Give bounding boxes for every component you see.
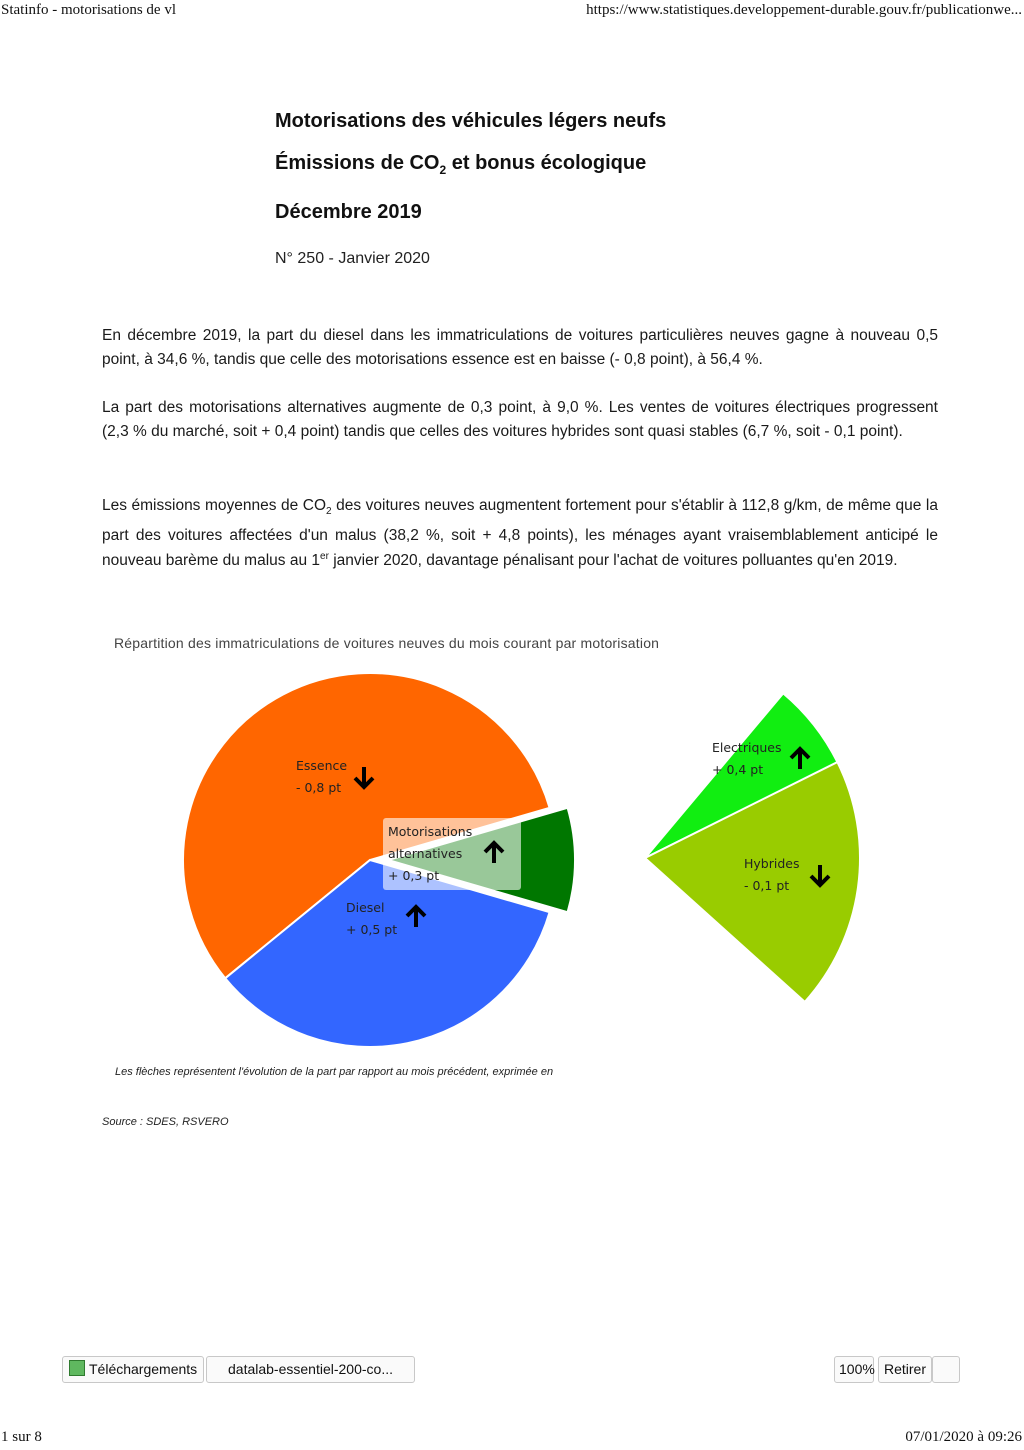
print-header [0,2,1024,22]
downloads-bar [0,1356,1024,1383]
chart-source: Source : SDES, RSVERO [102,1116,229,1128]
emissions-text-c: janvier 2020, davantage pénalisant pour l'achat de voitures polluantes qu'en 2019. [328,551,898,569]
download-icon [69,1360,85,1376]
retire-button[interactable]: Retirer [878,1356,932,1383]
label-diesel: Diesel [346,900,385,915]
label-motorisations-alternatives-change: + 0,3 pt [388,868,440,883]
label-motorisations-alternatives-line1: Motorisations [388,824,473,839]
document-period: Décembre 2019 [275,201,422,223]
print-header-url: https://www.statistiques.developpement-durable.gouv.fr/publicationwe... [586,2,1022,18]
chart-note: Les flèches représentent l'évolution de la part par rapport au mois précédent, exprimée en [115,1066,554,1078]
print-timestamp: 07/01/2020 à 09:26 [905,1429,1022,1445]
label-electriques-change: + 0,4 pt [712,762,764,777]
label-electriques: Electriques [712,740,782,755]
close-downloads-button[interactable] [932,1356,960,1383]
emissions-text-b: des voitures neuves augmentent fortement pour s'établir à 112,8 g/km, de même que la part des voitures affectées d'un malus (38,2 %, soit + 4,8 points), les ménages ayant vraisemblablement anticipé le nouveau barème du malus au 1 [102,497,938,569]
page-counter: 1 sur 8 [1,1429,42,1445]
downloads-label: Téléchargements [89,1361,198,1377]
download-file-button[interactable]: datalab-essentiel-200-co... [206,1356,415,1383]
subtitle-subscript: 2 [439,163,447,177]
issue-number: N° 250 - Janvier 2020 [275,250,430,267]
label-hybrides-change: - 0,1 pt [744,878,790,893]
label-essence: Essence [296,758,348,773]
emissions-superscript: er [320,550,329,562]
paragraph-emissions [102,494,938,573]
document-title: Motorisations des véhicules légers neufs [275,110,667,132]
chart-title: Répartition des immatriculations de voitures neuves du mois courant par motorisation [114,635,660,651]
label-motorisations-alternatives-line2: alternatives [388,846,463,861]
print-header-title: Statinfo - motorisations de vl [1,2,176,18]
label-essence-change: - 0,8 pt [296,780,342,795]
label-hybrides: Hybrides [744,856,800,871]
emissions-text-a: Les émissions moyennes de CO [102,497,327,514]
paragraph-alternatives: La part des motorisations alternatives augmente de 0,3 point, à 9,0 %. Les ventes de voitures électriques progressent (2,3 % du marché, soit + 0,4 point) tandis que celles des voitures hybrides sont quasi stables (6,7 %, soit - 0,1 point). [102,399,938,441]
downloads-button[interactable] [62,1356,204,1383]
paragraph-diesel-essence: En décembre 2019, la part du diesel dans les immatriculations de voitures particulières neuves gagne à nouveau 0,5 point, à 34,6 %, tandis que celle des motorisations essence est en baisse (- 0,8 point), à 56,4 %. [102,327,938,369]
print-footer [0,1429,1024,1449]
subtitle-prefix: Émissions de CO [275,152,440,174]
zoom-level[interactable]: 100% [834,1356,874,1383]
main-pie [183,673,575,1047]
emissions-subscript: 2 [326,506,332,518]
document-subtitle [275,150,666,183]
pie-chart [0,660,1024,1060]
subtitle-suffix: et bonus écologique [446,152,647,174]
label-diesel-change: + 0,5 pt [346,922,398,937]
document-titles [275,108,666,241]
